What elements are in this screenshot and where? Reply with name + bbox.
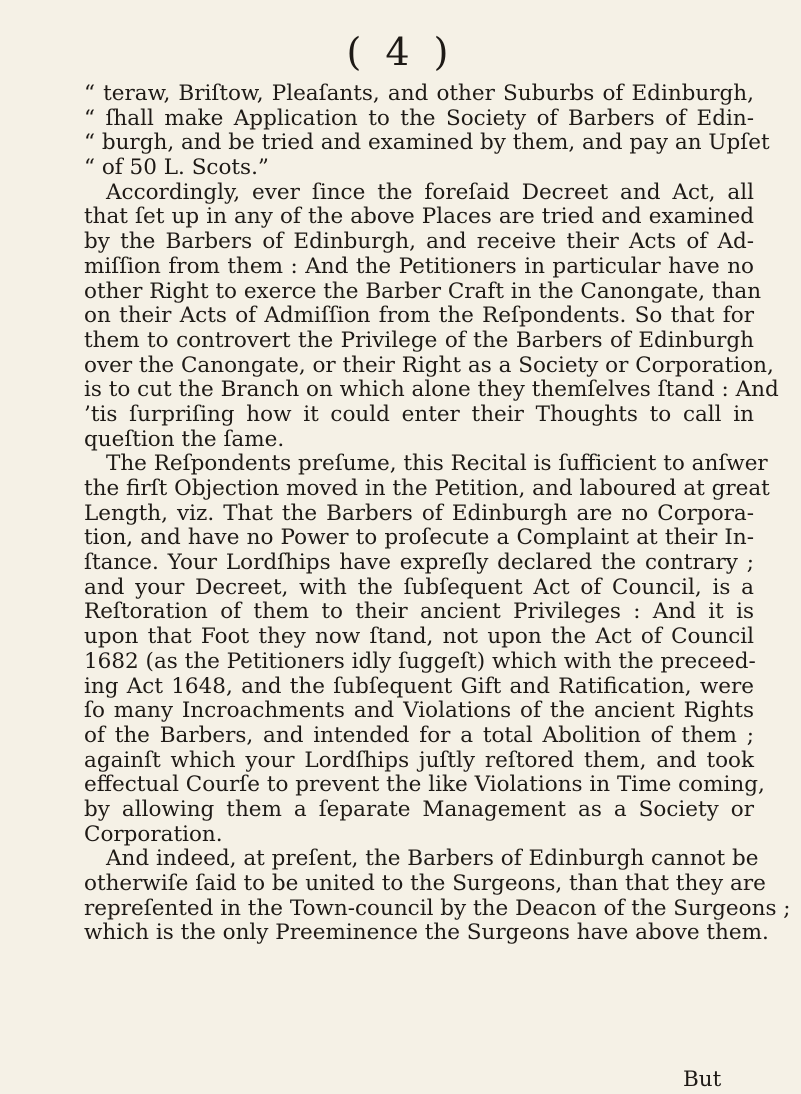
text-line: “ burgh, and be tried and examined by them, and pay an Upſet [84,130,770,156]
text-line: ing Act 1648, and the ſubſequent Gift and Ratification, were [84,673,754,699]
text-line: by the Barbers of Edinburgh, and receive their Acts of Ad- [84,229,754,255]
text-line: is to cut the Branch on which alone they themſelves ſtand : And [84,377,779,403]
text-line: upon that Foot they now ſtand, not upon the Act of Council [84,624,754,650]
text-line: ’tis ſurpriſing how it could enter their Thoughts to call in [84,401,754,427]
text-line: over the Canongate, or their Right as a Society or Corporation, [84,352,774,378]
text-line: The Reſpondents preſume, this Recital is ſufficient to anſwer [106,451,768,477]
text-line: “ of 50 L. Scots.” [84,155,269,181]
text-line: by allowing them a ſeparate Management as a Society or [84,796,754,822]
text-line: tion, and have no Power to proſecute a Complaint at their In- [84,525,754,551]
body-text [84,81,791,946]
text-line: miſſion from them : And the Petitioners in particular have no [84,253,754,279]
text-line: otherwiſe ſaid to be united to the Surgeons, than that they are [84,871,766,896]
catchword: But [683,1067,722,1092]
text-line: Accordingly, ever ſince the foreſaid Decreet and Act, all [106,179,754,205]
text-line: queſtion the ſame. [84,426,285,452]
text-line: effectual Courſe to prevent the like Violations in Time coming, [84,772,765,798]
text-line: Length, viz. That the Barbers of Edinburgh are no Corpora- [84,500,754,526]
text-line: againſt which your Lordſhips juſtly reſtored them, and took [84,747,754,773]
text-line: And indeed, at preſent, the Barbers of Edinburgh cannot be [106,846,759,872]
text-line: on their Acts of Admiſſion from the Reſpondents. So that for [84,303,754,329]
text-line: 1682 (as the Petitioners idly ſuggeſt) which with the preceed- [84,648,756,674]
text-line: “ teraw, Briſtow, Pleaſants, and other Suburbs of Edinburgh, [84,81,754,106]
text-line: that ſet up in any of the above Places are tried and examined [84,204,754,230]
text-line: them to controvert the Privilege of the Barbers of Edinburgh [84,327,754,353]
text-line: ſtance. Your Lordſhips have expreſly declared the contrary ; [84,550,754,576]
text-line: repreſented in the Town-council by the Deacon of the Surgeons ; [84,895,791,921]
text-line: the firſt Objection moved in the Petition, and laboured at great [84,476,770,501]
text-line: and your Decreet, with the ſubſequent Act of Council, is a [84,574,754,600]
text-line: of the Barbers, and intended for a total Abolition of them ; [84,722,754,748]
text-line: “ ſhall make Application to the Society of Barbers of Edin- [84,105,754,131]
text-line: other Right to exerce the Barber Craft in the Canongate, than [84,278,762,304]
text-line: which is the only Preeminence the Surgeons have above them. [84,920,769,946]
page-number: ( 4 ) [346,30,455,74]
text-line: Reſtoration of them to their ancient Privileges : And it is [84,599,754,625]
text-line: ſo many Incroachments and Violations of the ancient Rights [84,698,754,724]
text-line: Corporation. [84,821,223,847]
